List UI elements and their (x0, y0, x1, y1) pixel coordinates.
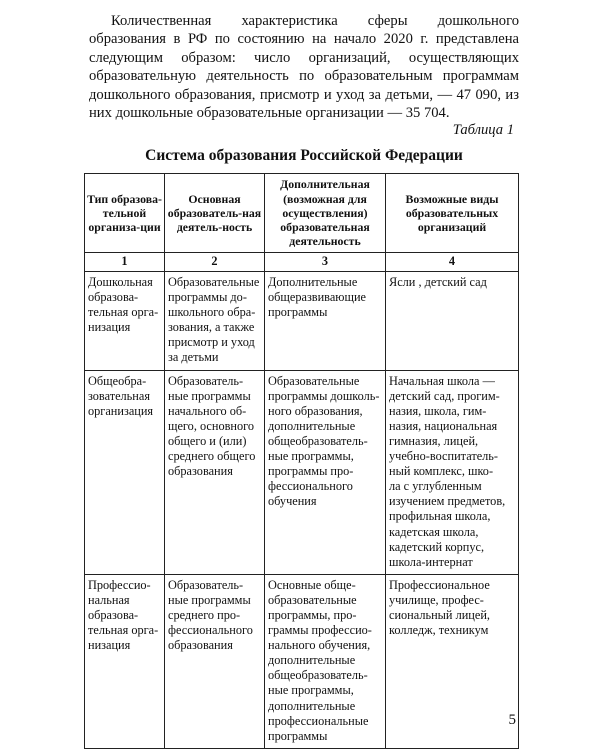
table-cell: Профессиональное училище, профес- сиональный лицей, колледж, техникум (386, 574, 519, 748)
education-system-table (84, 173, 519, 749)
column-number: 3 (265, 253, 386, 272)
table-cell: Образователь- ные программы начального об- щего, основного общего и (или) среднего общего образования (165, 370, 265, 574)
table-label: Таблица 1 (452, 122, 514, 138)
header-org-type: Тип образова-тельной организа-ции (85, 174, 165, 253)
intro-text: Количественная характеристика сферы дошкольного образования в РФ по состоянию на начало 2020 г. представлена следующим образом: число организаций, осуществляющих образовательную деятельность по образовательным программам дошкольного образования, присмотр и уход за детьми, — 47 090, из них дошкольные образовательные организации — 35 704. (89, 13, 519, 122)
intro-paragraph (89, 12, 519, 122)
table-cell: Общеобра- зовательная организация (85, 370, 165, 574)
column-number: 1 (85, 253, 165, 272)
table-row (85, 574, 519, 748)
table-cell: Образовательные программы до- школьного обра- зования, а также присмотр и уход за детьми (165, 272, 265, 371)
table-cell: Профессио- нальная образова- тельная орга- низация (85, 574, 165, 748)
table-cell: Образователь- ные программы среднего про- фессионального образования (165, 574, 265, 748)
table-cell: Начальная школа — детский сад, прогим- назия, школа, гим- назия, национальная гимназия, лицей, учебно-воспитатель- ный комплекс, шко- ла с углубленным изучением предметов, профильная школа, кадетская школа, кадетский корпус, школа-интернат (386, 370, 519, 574)
column-number: 2 (165, 253, 265, 272)
table-cell: Дошкольная образова- тельная орга- низация (85, 272, 165, 371)
column-number: 4 (386, 253, 519, 272)
header-additional-activity: Дополнительная (возможная для осуществления) образовательная деятельность (265, 174, 386, 253)
table-header-row (85, 174, 519, 253)
header-possible-types: Возможные виды образовательных организаций (386, 174, 519, 253)
table-title: Система образования Российской Федерации (145, 147, 463, 164)
page-number: 5 (508, 712, 516, 728)
header-main-activity: Основная образователь-ная деятель-ность (165, 174, 265, 253)
table-cell: Основные обще- образовательные программы, про- граммы профессио- нального обучения, дополнительные общеобразователь- ные программы, дополнительные профессиональные программы (265, 574, 386, 748)
table-row (85, 370, 519, 574)
table-cell: Дополнительные общеразвивающие программы (265, 272, 386, 371)
column-number-row (85, 253, 519, 272)
table-cell: Образовательные программы дошколь- ного образования, дополнительные общеобразователь- ные программы, программы про- фессионального обучения (265, 370, 386, 574)
table-row (85, 272, 519, 371)
table-cell: Ясли , детский сад (386, 272, 519, 371)
